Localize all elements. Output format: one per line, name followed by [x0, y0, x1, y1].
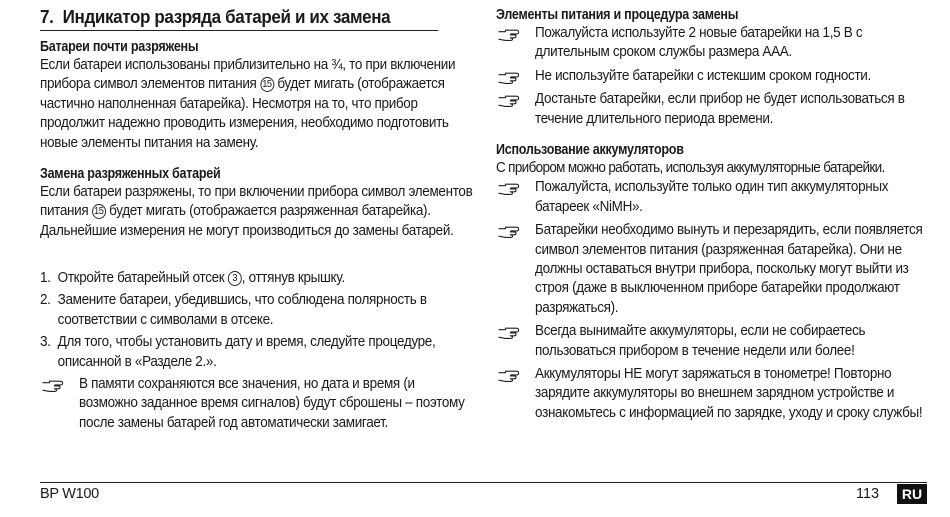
note-item: Пожалуйста, используйте только один тип аккумуляторных батареек «NiMH».	[496, 178, 933, 217]
ref-number-badge: 15	[260, 77, 274, 92]
note-item: Пожалуйста используйте 2 новые батарейки на 1,5 В с длительным сроком службы размера ААА.	[496, 24, 933, 63]
ref-number-badge: 3	[228, 271, 242, 286]
section-title	[40, 6, 438, 31]
low-battery-heading: Батареи почти разряжены	[40, 39, 199, 55]
step-number: 3.	[40, 334, 51, 351]
replace-battery-heading: Замена разряженных батарей	[40, 166, 221, 182]
section-number: 7.	[40, 6, 54, 27]
replace-battery-text: Если батареи разряжены, то при включении прибора символ элементов питания 15 будет мигать (отображается разряженная батарейка). Дальнейшие измерения не могут производиться до замены батарей.	[40, 184, 473, 239]
note-item: Батарейки необходимо вынуть и перезарядить, если появляется символ элементов питания (разряженная батарейка). Они не должны оставаться внутри прибора, поскольку могут выйти из строя (даже в выключенном приборе батарейки продолжают разряжаться).	[496, 221, 933, 318]
pointing-hand-icon	[496, 26, 522, 42]
step-number: 1.	[40, 270, 51, 286]
pointing-hand-icon	[496, 324, 522, 340]
power-block	[496, 6, 933, 129]
note-item: Аккумуляторы НЕ могут заряжаться в тонометре! Повторно зарядите аккумуляторы во внешнем зарядном устройстве и ознакомьтесь с информацией по зарядке, уходу и сроку службы!	[496, 365, 933, 423]
pointing-hand-icon	[40, 377, 66, 393]
low-battery-text: Если батареи использованы приблизительно на ¾, то при включении прибора символ элементов питания 15 будет мигать (отображается частично наполненная батарейка). Несмотря на то, что прибор продолжит надежно проводить измерения, необходимо подготовить новые элементы питания на замену.	[40, 57, 456, 151]
pointing-hand-icon	[496, 180, 522, 196]
replace-battery-block	[40, 165, 472, 241]
accumulator-heading: Использование аккумуляторов	[496, 142, 684, 158]
section-title-text: Индикатор разряда батарей и их замена	[62, 6, 391, 27]
note-item: Всегда вынимайте аккумуляторы, если не собираетесь пользоваться прибором в течение недели или более!	[496, 322, 933, 361]
note-item: В памяти сохраняются все значения, но дата и время (и возможно заданное время сигналов) будут сброшены – поэтому после замены батарей год автоматически замигает.	[40, 375, 472, 433]
pointing-hand-icon	[496, 223, 522, 239]
steps-list	[40, 269, 472, 433]
ref-number-badge: 15	[92, 204, 106, 219]
note-item: Не используйте батарейки с истекшим сроком годности.	[496, 67, 933, 86]
footer-divider	[40, 482, 927, 483]
step-number: 2.	[40, 292, 51, 309]
pointing-hand-icon	[496, 69, 522, 85]
low-battery-block	[40, 38, 472, 153]
accumulator-intro: С прибором можно работать, используя аккумуляторные батарейки.	[496, 160, 885, 176]
list-item: 3. Для того, чтобы установить дату и время, следуйте процедуре, описанной в «Разделе 2.».	[40, 334, 436, 370]
note-item: Достаньте батарейки, если прибор не будет использоваться в течение длительного периода времени.	[496, 90, 933, 129]
power-heading: Элементы питания и процедура замены	[496, 7, 739, 23]
page-number: 113	[856, 486, 880, 502]
pointing-hand-icon	[496, 367, 522, 383]
list-item: 1. Откройте батарейный отсек 3 , оттянув крышку.	[40, 269, 472, 288]
model-name: BP W100	[40, 486, 99, 502]
list-item: 2. Замените батареи, убедившись, что соблюдена полярность в соответствии с символами в отсеке.	[40, 292, 427, 328]
language-badge: RU	[897, 484, 927, 504]
accumulator-block	[496, 141, 933, 423]
pointing-hand-icon	[496, 92, 522, 108]
